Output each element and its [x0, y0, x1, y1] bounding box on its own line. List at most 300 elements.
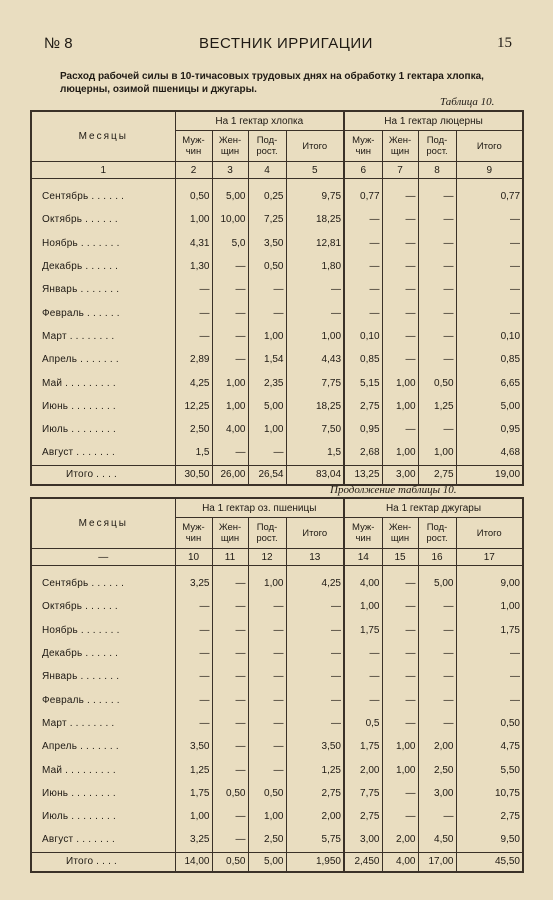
month-cell: Ноябрь . . . . . . .: [31, 232, 175, 255]
col-men: Муж-чин: [175, 518, 212, 549]
value-cell: —: [344, 278, 382, 301]
column-number: 1: [31, 162, 175, 179]
value-cell: 12,25: [175, 395, 212, 418]
value-cell: 0,50: [418, 371, 456, 394]
value-cell: —: [212, 348, 248, 371]
value-cell: —: [344, 208, 382, 231]
value-cell: 4,50: [418, 828, 456, 852]
value-cell: 1,00: [382, 441, 418, 465]
value-cell: 0,10: [344, 325, 382, 348]
value-cell: —: [418, 232, 456, 255]
total-label: Итого . . . .: [31, 852, 175, 872]
value-cell: —: [382, 179, 418, 209]
table-row: [31, 828, 523, 852]
total-cell: 1,950: [286, 852, 344, 872]
col-women: Жен-щин: [212, 518, 248, 549]
column-number: 13: [286, 549, 344, 566]
value-cell: 4,75: [456, 735, 523, 758]
value-cell: —: [175, 619, 212, 642]
group-header-sorghum: На 1 гектар джугары: [344, 498, 523, 518]
month-cell: Январь . . . . . . .: [31, 665, 175, 688]
col-women: Жен-щин: [382, 518, 418, 549]
value-cell: 0,50: [212, 782, 248, 805]
value-cell: 1,00: [248, 566, 286, 596]
col-women: Жен-щин: [212, 131, 248, 162]
value-cell: —: [382, 688, 418, 711]
table-row: [31, 619, 523, 642]
value-cell: —: [418, 642, 456, 665]
month-cell: Август . . . . . . .: [31, 441, 175, 465]
value-cell: 2,50: [248, 828, 286, 852]
value-cell: 0,77: [456, 179, 523, 209]
col-total: Итого: [286, 518, 344, 549]
value-cell: 1,5: [175, 441, 212, 465]
value-cell: 1,00: [248, 325, 286, 348]
value-cell: —: [382, 619, 418, 642]
table-row: [31, 255, 523, 278]
table-row: [31, 665, 523, 688]
value-cell: —: [248, 642, 286, 665]
column-number: 10: [175, 549, 212, 566]
month-cell: Октябрь . . . . . .: [31, 208, 175, 231]
col-teens: Под-рост.: [418, 131, 456, 162]
value-cell: —: [248, 665, 286, 688]
value-cell: 9,00: [456, 566, 523, 596]
total-cell: 5,00: [248, 852, 286, 872]
total-cell: 83,04: [286, 465, 344, 485]
table-row: [31, 395, 523, 418]
value-cell: —: [286, 278, 344, 301]
table-row: [31, 371, 523, 394]
value-cell: 1,75: [344, 735, 382, 758]
month-cell: Январь . . . . . . .: [31, 278, 175, 301]
col-total: Итого: [456, 131, 523, 162]
column-number: 16: [418, 549, 456, 566]
value-cell: —: [418, 278, 456, 301]
month-cell: Май . . . . . . . . .: [31, 371, 175, 394]
value-cell: —: [212, 712, 248, 735]
value-cell: —: [286, 665, 344, 688]
value-cell: 3,50: [248, 232, 286, 255]
value-cell: —: [212, 735, 248, 758]
table-row: [31, 735, 523, 758]
table-row: [31, 179, 523, 209]
total-cell: 2,75: [418, 465, 456, 485]
month-cell: Март . . . . . . . .: [31, 712, 175, 735]
col-teens: Под-рост.: [248, 131, 286, 162]
column-number: 17: [456, 549, 523, 566]
value-cell: 1,75: [175, 782, 212, 805]
value-cell: 5,50: [456, 758, 523, 781]
value-cell: —: [456, 255, 523, 278]
value-cell: —: [456, 665, 523, 688]
total-cell: 4,00: [382, 852, 418, 872]
value-cell: —: [418, 619, 456, 642]
value-cell: 4,00: [212, 418, 248, 441]
value-cell: —: [418, 208, 456, 231]
month-cell: Октябрь . . . . . .: [31, 595, 175, 618]
value-cell: —: [382, 232, 418, 255]
table-row: [31, 595, 523, 618]
value-cell: —: [456, 278, 523, 301]
value-cell: —: [344, 665, 382, 688]
value-cell: —: [175, 278, 212, 301]
value-cell: —: [418, 325, 456, 348]
value-cell: 1,25: [418, 395, 456, 418]
value-cell: 5,0: [212, 232, 248, 255]
value-cell: —: [286, 642, 344, 665]
value-cell: —: [382, 805, 418, 828]
journal-title: ВЕСТНИК ИРРИГАЦИИ: [199, 35, 373, 52]
month-header: Месяцы: [31, 498, 175, 549]
value-cell: —: [248, 758, 286, 781]
total-cell: 2,450: [344, 852, 382, 872]
value-cell: 4,31: [175, 232, 212, 255]
value-cell: —: [286, 619, 344, 642]
value-cell: 2,35: [248, 371, 286, 394]
value-cell: —: [286, 688, 344, 711]
col-teens: Под-рост.: [248, 518, 286, 549]
value-cell: 3,25: [175, 828, 212, 852]
value-cell: 1,80: [286, 255, 344, 278]
table-row: [31, 782, 523, 805]
column-number: 7: [382, 162, 418, 179]
value-cell: 1,00: [456, 595, 523, 618]
value-cell: 2,50: [418, 758, 456, 781]
value-cell: 4,25: [175, 371, 212, 394]
table-row: [31, 758, 523, 781]
value-cell: 1,00: [248, 418, 286, 441]
column-number: —: [31, 549, 175, 566]
value-cell: 1,00: [382, 395, 418, 418]
value-cell: —: [212, 805, 248, 828]
month-cell: Апрель . . . . . . .: [31, 735, 175, 758]
value-cell: 0,50: [248, 255, 286, 278]
value-cell: —: [382, 208, 418, 231]
value-cell: 12,81: [286, 232, 344, 255]
column-number: 15: [382, 549, 418, 566]
value-cell: 2,75: [344, 805, 382, 828]
value-cell: —: [212, 828, 248, 852]
column-number: 4: [248, 162, 286, 179]
month-cell: Апрель . . . . . . .: [31, 348, 175, 371]
value-cell: 1,5: [286, 441, 344, 465]
table-row: [31, 348, 523, 371]
value-cell: —: [248, 688, 286, 711]
value-cell: —: [456, 232, 523, 255]
table-label: Таблица 10.: [440, 96, 495, 108]
value-cell: 18,25: [286, 395, 344, 418]
value-cell: —: [382, 278, 418, 301]
value-cell: —: [175, 325, 212, 348]
value-cell: —: [175, 301, 212, 324]
value-cell: —: [382, 665, 418, 688]
total-cell: 0,50: [212, 852, 248, 872]
total-cell: 30,50: [175, 465, 212, 485]
total-row: [31, 465, 523, 485]
value-cell: —: [212, 642, 248, 665]
value-cell: —: [248, 278, 286, 301]
page-number: 15: [497, 35, 512, 51]
value-cell: 2,75: [344, 395, 382, 418]
value-cell: 5,15: [344, 371, 382, 394]
table-row: [31, 688, 523, 711]
value-cell: 1,00: [286, 325, 344, 348]
value-cell: 0,50: [248, 782, 286, 805]
value-cell: 9,50: [456, 828, 523, 852]
month-cell: Декабрь . . . . . .: [31, 255, 175, 278]
value-cell: —: [212, 619, 248, 642]
col-men: Муж-чин: [344, 518, 382, 549]
month-cell: Февраль . . . . . .: [31, 301, 175, 324]
continuation-label: Продолжение таблицы 10.: [330, 484, 457, 496]
value-cell: 6,65: [456, 371, 523, 394]
table-row: [31, 208, 523, 231]
value-cell: 1,00: [212, 395, 248, 418]
value-cell: —: [212, 325, 248, 348]
value-cell: —: [344, 232, 382, 255]
value-cell: —: [212, 255, 248, 278]
col-women: Жен-щин: [382, 131, 418, 162]
value-cell: 2,68: [344, 441, 382, 465]
month-cell: Сентябрь . . . . . .: [31, 179, 175, 209]
total-cell: 26,54: [248, 465, 286, 485]
group-header-cotton: На 1 гектар хлопка: [175, 111, 344, 131]
value-cell: —: [344, 642, 382, 665]
value-cell: 1,00: [344, 595, 382, 618]
labor-table-2: [30, 497, 524, 873]
value-cell: 1,00: [382, 371, 418, 394]
total-cell: 26,00: [212, 465, 248, 485]
value-cell: 3,50: [286, 735, 344, 758]
labor-table-1: [30, 110, 524, 486]
value-cell: 4,43: [286, 348, 344, 371]
value-cell: 5,00: [248, 395, 286, 418]
month-cell: Июнь . . . . . . . .: [31, 395, 175, 418]
value-cell: 2,00: [344, 758, 382, 781]
month-cell: Ноябрь . . . . . . .: [31, 619, 175, 642]
value-cell: —: [418, 595, 456, 618]
issue-number: № 8: [44, 35, 73, 52]
value-cell: —: [248, 735, 286, 758]
value-cell: —: [248, 301, 286, 324]
value-cell: 3,00: [344, 828, 382, 852]
value-cell: —: [418, 418, 456, 441]
value-cell: 1,00: [382, 735, 418, 758]
value-cell: —: [212, 595, 248, 618]
value-cell: —: [456, 208, 523, 231]
value-cell: —: [382, 418, 418, 441]
value-cell: 0,10: [456, 325, 523, 348]
value-cell: 2,00: [382, 828, 418, 852]
value-cell: 0,95: [344, 418, 382, 441]
value-cell: —: [286, 301, 344, 324]
value-cell: —: [175, 665, 212, 688]
value-cell: 1,75: [456, 619, 523, 642]
col-teens: Под-рост.: [418, 518, 456, 549]
value-cell: 2,00: [418, 735, 456, 758]
value-cell: 1,00: [175, 805, 212, 828]
col-total: Итого: [286, 131, 344, 162]
value-cell: —: [286, 712, 344, 735]
table-row: [31, 278, 523, 301]
value-cell: —: [212, 758, 248, 781]
value-cell: —: [382, 255, 418, 278]
table-row: [31, 712, 523, 735]
value-cell: —: [248, 441, 286, 465]
value-cell: 0,25: [248, 179, 286, 209]
group-header-wheat: На 1 гектар оз. пшеницы: [175, 498, 344, 518]
table-row: [31, 441, 523, 465]
value-cell: —: [418, 255, 456, 278]
month-cell: Декабрь . . . . . .: [31, 642, 175, 665]
total-cell: 45,50: [456, 852, 523, 872]
total-cell: 17,00: [418, 852, 456, 872]
value-cell: 7,50: [286, 418, 344, 441]
value-cell: —: [212, 688, 248, 711]
table-row: [31, 566, 523, 596]
value-cell: —: [248, 712, 286, 735]
value-cell: 0,50: [456, 712, 523, 735]
month-cell: Сентябрь . . . . . .: [31, 566, 175, 596]
value-cell: 0,85: [344, 348, 382, 371]
value-cell: 0,95: [456, 418, 523, 441]
value-cell: 7,25: [248, 208, 286, 231]
value-cell: 5,00: [212, 179, 248, 209]
value-cell: —: [212, 665, 248, 688]
value-cell: 5,00: [418, 566, 456, 596]
total-row: [31, 852, 523, 872]
value-cell: —: [382, 712, 418, 735]
column-number: 3: [212, 162, 248, 179]
total-cell: 19,00: [456, 465, 523, 485]
value-cell: —: [456, 688, 523, 711]
value-cell: —: [456, 642, 523, 665]
month-cell: Июль . . . . . . . .: [31, 805, 175, 828]
value-cell: —: [248, 619, 286, 642]
table-row: [31, 301, 523, 324]
value-cell: 1,00: [418, 441, 456, 465]
value-cell: —: [344, 301, 382, 324]
value-cell: —: [175, 688, 212, 711]
value-cell: —: [175, 642, 212, 665]
value-cell: —: [286, 595, 344, 618]
table-row: [31, 232, 523, 255]
value-cell: —: [175, 712, 212, 735]
value-cell: —: [456, 301, 523, 324]
total-cell: 14,00: [175, 852, 212, 872]
month-cell: Март . . . . . . . .: [31, 325, 175, 348]
value-cell: 1,00: [175, 208, 212, 231]
column-number: 2: [175, 162, 212, 179]
column-number: 12: [248, 549, 286, 566]
value-cell: 5,00: [456, 395, 523, 418]
value-cell: 18,25: [286, 208, 344, 231]
value-cell: 1,75: [344, 619, 382, 642]
value-cell: 0,85: [456, 348, 523, 371]
value-cell: 7,75: [286, 371, 344, 394]
value-cell: 4,00: [344, 566, 382, 596]
table-row: [31, 325, 523, 348]
value-cell: 9,75: [286, 179, 344, 209]
value-cell: 4,68: [456, 441, 523, 465]
month-cell: Июнь . . . . . . . .: [31, 782, 175, 805]
col-men: Муж-чин: [175, 131, 212, 162]
value-cell: 4,25: [286, 566, 344, 596]
value-cell: —: [382, 595, 418, 618]
month-cell: Август . . . . . . .: [31, 828, 175, 852]
value-cell: 2,75: [286, 782, 344, 805]
value-cell: 3,00: [418, 782, 456, 805]
value-cell: —: [344, 255, 382, 278]
value-cell: 2,75: [456, 805, 523, 828]
value-cell: 3,50: [175, 735, 212, 758]
value-cell: —: [344, 688, 382, 711]
value-cell: 7,75: [344, 782, 382, 805]
value-cell: 0,77: [344, 179, 382, 209]
value-cell: —: [418, 712, 456, 735]
value-cell: —: [212, 278, 248, 301]
value-cell: —: [382, 325, 418, 348]
value-cell: —: [418, 301, 456, 324]
value-cell: 3,25: [175, 566, 212, 596]
value-cell: 0,50: [175, 179, 212, 209]
value-cell: 1,25: [175, 758, 212, 781]
value-cell: —: [382, 566, 418, 596]
month-header: Месяцы: [31, 111, 175, 162]
value-cell: 0,5: [344, 712, 382, 735]
column-number: 9: [456, 162, 523, 179]
value-cell: —: [248, 595, 286, 618]
value-cell: 2,50: [175, 418, 212, 441]
month-cell: Июль . . . . . . . .: [31, 418, 175, 441]
table-row: [31, 805, 523, 828]
value-cell: 5,75: [286, 828, 344, 852]
value-cell: 10,75: [456, 782, 523, 805]
value-cell: —: [382, 301, 418, 324]
value-cell: —: [212, 301, 248, 324]
month-cell: Май . . . . . . . . .: [31, 758, 175, 781]
value-cell: —: [418, 348, 456, 371]
value-cell: 1,00: [212, 371, 248, 394]
total-label: Итого . . . .: [31, 465, 175, 485]
value-cell: —: [175, 595, 212, 618]
value-cell: —: [418, 665, 456, 688]
value-cell: —: [212, 441, 248, 465]
value-cell: —: [212, 566, 248, 596]
value-cell: —: [418, 688, 456, 711]
value-cell: 1,54: [248, 348, 286, 371]
value-cell: 1,00: [382, 758, 418, 781]
col-men: Муж-чин: [344, 131, 382, 162]
column-number: 14: [344, 549, 382, 566]
total-cell: 3,00: [382, 465, 418, 485]
value-cell: 1,00: [248, 805, 286, 828]
column-number: 6: [344, 162, 382, 179]
value-cell: 1,25: [286, 758, 344, 781]
value-cell: —: [418, 179, 456, 209]
table-row: [31, 418, 523, 441]
value-cell: —: [418, 805, 456, 828]
column-number: 8: [418, 162, 456, 179]
table-caption: Расход рабочей силы в 10-тичасовых трудовых днях на обработку 1 гектара хлопка, люцерны, озимой пшеницы и джугары.: [60, 71, 484, 95]
value-cell: —: [382, 348, 418, 371]
page-header: [44, 35, 512, 55]
column-number: 11: [212, 549, 248, 566]
value-cell: 2,00: [286, 805, 344, 828]
table-row: [31, 642, 523, 665]
value-cell: —: [382, 782, 418, 805]
